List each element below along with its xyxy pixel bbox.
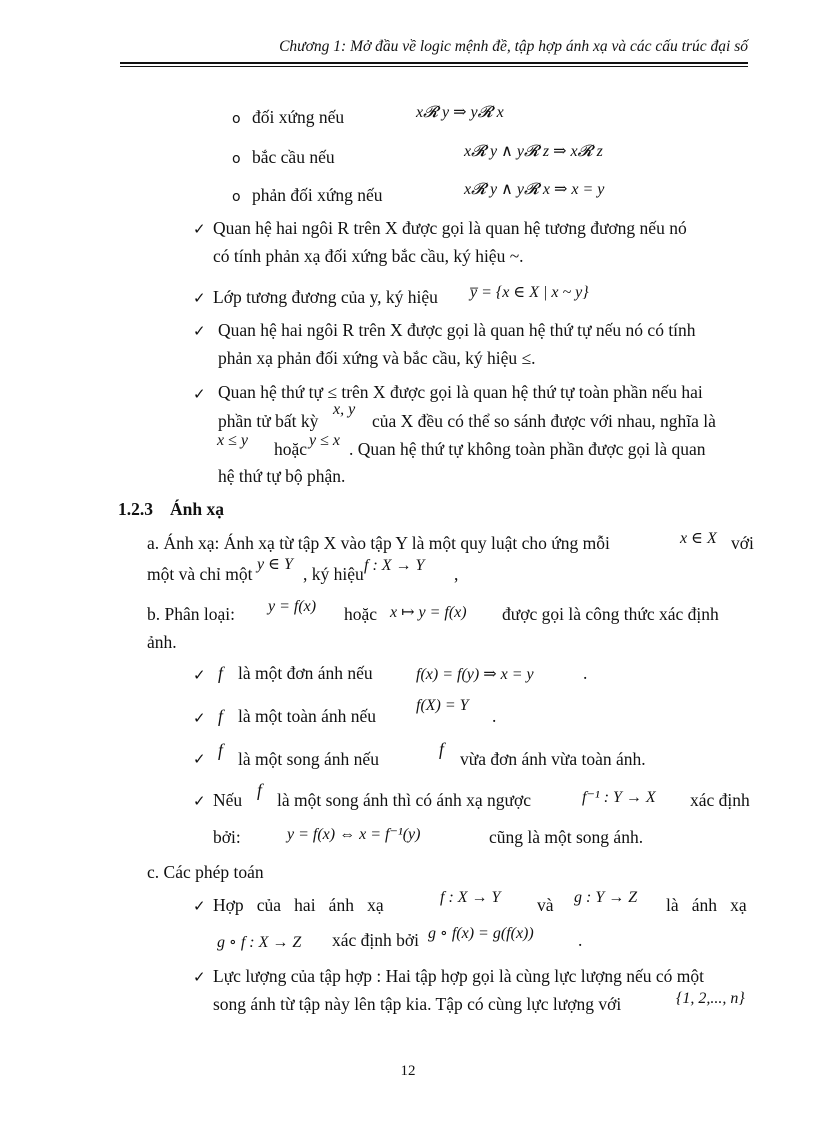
running-header: Chương 1: Mở đầu về logic mệnh đề, tập hợp ánh xạ và các cấu trúc đại số: [279, 38, 748, 55]
total-or: hoặc: [274, 439, 308, 459]
equiv-line1: Quan hệ hai ngôi R trên X được gọi là quan hệ tương đương nếu nó: [213, 218, 687, 238]
header-rule-thick: [120, 62, 748, 64]
a-formula-y-in-Y: y ∈ Y: [257, 556, 293, 573]
total-formula-xy: x, y: [333, 401, 356, 418]
a-line2a: một và chỉ một: [147, 564, 253, 584]
total-formula-x-le-y: x ≤ y: [217, 432, 248, 449]
bij-f: f: [218, 740, 223, 760]
total-line4: hệ thứ tự bộ phận.: [218, 466, 346, 486]
class-formula: y̅ = {x ∈ X | x ~ y}: [470, 284, 589, 301]
check-icon: ✓: [193, 750, 206, 768]
comp-formula-def: g ∘ f(x) = g(f(x)): [428, 925, 534, 942]
inv-formula-2: y = f(x) ⇔ x = f⁻¹(y): [287, 826, 421, 843]
bij-f2: f: [439, 739, 444, 759]
section-title: Ánh xạ: [170, 499, 224, 519]
bij-text: là một song ánh nếu: [238, 749, 379, 769]
list-bullet: o: [232, 151, 241, 167]
surj-text: là một toàn ánh nếu: [238, 706, 377, 726]
comp-formula-g: g : Y → Z: [574, 889, 638, 906]
card-line2: song ánh từ tập này lên tập kia. Tập có cùng lực lượng với: [213, 994, 622, 1014]
property-label: phản đối xứng nếu: [252, 185, 383, 205]
check-icon: ✓: [193, 897, 206, 915]
a-formula-x-in-X: x ∈ X: [680, 530, 717, 547]
total-line2b: của X đều có thể so sánh được với nhau, nghĩa là: [372, 411, 716, 431]
inj-end: .: [583, 663, 588, 683]
c-title: c. Các phép toán: [147, 862, 264, 882]
comp-and: và: [537, 895, 554, 915]
class-text: Lớp tương đương của y, ký hiệu: [213, 287, 438, 307]
b-label: b. Phân loại:: [147, 604, 235, 624]
inj-text: là một đơn ánh nếu: [238, 663, 373, 683]
total-formula-y-le-x: y ≤ x: [309, 432, 340, 449]
surj-formula: f(X) = Y: [416, 697, 469, 714]
list-bullet: o: [232, 189, 241, 205]
total-line1: Quan hệ thứ tự ≤ trên X được gọi là quan hệ thứ tự toàn phần nếu hai: [218, 382, 703, 402]
b-or: hoặc: [344, 604, 378, 624]
inv-determined: xác định: [690, 790, 750, 810]
property-label: đối xứng nếu: [252, 107, 345, 127]
card-line1: Lực lượng của tập hợp : Hai tập hợp gọi là cùng lực lượng nếu có một: [213, 966, 704, 986]
a-comma: ,: [454, 564, 459, 584]
list-bullet: o: [232, 111, 241, 127]
inv-formula: f⁻¹ : Y → X: [582, 789, 656, 806]
surj-f: f: [218, 706, 223, 726]
inv-text: là một song ánh thì có ánh xạ ngược: [277, 790, 531, 810]
property-formula: x𝓡 y ∧ y𝓡 z ⇒ x𝓡 z: [464, 143, 603, 160]
inv-end: cũng là một song ánh.: [489, 827, 644, 847]
check-icon: ✓: [193, 709, 206, 727]
inv-f: f: [257, 780, 262, 800]
comp-formula-f: f : X → Y: [440, 889, 501, 906]
check-icon: ✓: [193, 666, 206, 684]
a-with: với: [731, 533, 754, 553]
check-icon: ✓: [193, 289, 206, 307]
comp-end: .: [578, 930, 583, 950]
check-icon: ✓: [193, 968, 206, 986]
b-formula-1: y = f(x): [268, 598, 317, 615]
property-formula: x𝓡 y ∧ y𝓡 x ⇒ x = y: [464, 181, 605, 198]
property-formula: x𝓡 y ⇒ y𝓡 x: [416, 104, 504, 121]
total-line3b: . Quan hệ thứ tự không toàn phần được gọi là quan: [349, 439, 706, 459]
b-line2: ảnh.: [147, 632, 177, 652]
page-number: 12: [400, 1063, 416, 1079]
comp-defined-by: xác định bởi: [332, 930, 420, 950]
total-line2a: phần tử bất kỳ: [218, 411, 319, 431]
check-icon: ✓: [193, 385, 206, 403]
inj-f: f: [218, 663, 223, 683]
a-line2b: , ký hiệu: [303, 564, 364, 584]
a-formula-map: f : X → Y: [364, 557, 425, 574]
check-icon: ✓: [193, 792, 206, 810]
section-number: 1.2.3: [118, 499, 153, 519]
a-line1: a. Ánh xạ: Ánh xạ từ tập X vào tập Y là một quy luật cho ứng mỗi: [147, 533, 610, 553]
order-line1: Quan hệ hai ngôi R trên X được gọi là quan hệ thứ tự nếu nó có tính: [218, 320, 696, 340]
header-rule-thin: [120, 66, 748, 67]
b-text: được gọi là công thức xác định: [502, 604, 719, 624]
check-icon: ✓: [193, 322, 206, 340]
inj-formula: f(x) = f(y) ⇒ x = y: [416, 666, 534, 683]
property-label: bắc cầu nếu: [252, 147, 335, 167]
b-formula-2: x ↦ y = f(x): [390, 604, 467, 621]
comp-text-1: Hợp của hai ánh xạ: [213, 895, 384, 915]
comp-text-2: là ánh xạ: [666, 895, 747, 915]
bij-end: vừa đơn ánh vừa toàn ánh.: [460, 749, 646, 769]
order-line2: phản xạ phản đối xứng và bắc cầu, ký hiệu ≤.: [218, 348, 536, 368]
check-icon: ✓: [193, 220, 206, 238]
comp-formula-gof: g ∘ f : X → Z: [217, 934, 302, 951]
inv-by: bởi:: [213, 827, 241, 847]
card-formula: {1, 2,..., n}: [676, 990, 745, 1007]
equiv-line2: có tính phản xạ đối xứng bắc cầu, ký hiệu ~.: [213, 246, 524, 266]
surj-end: .: [492, 706, 497, 726]
inv-if: Nếu: [213, 790, 243, 810]
